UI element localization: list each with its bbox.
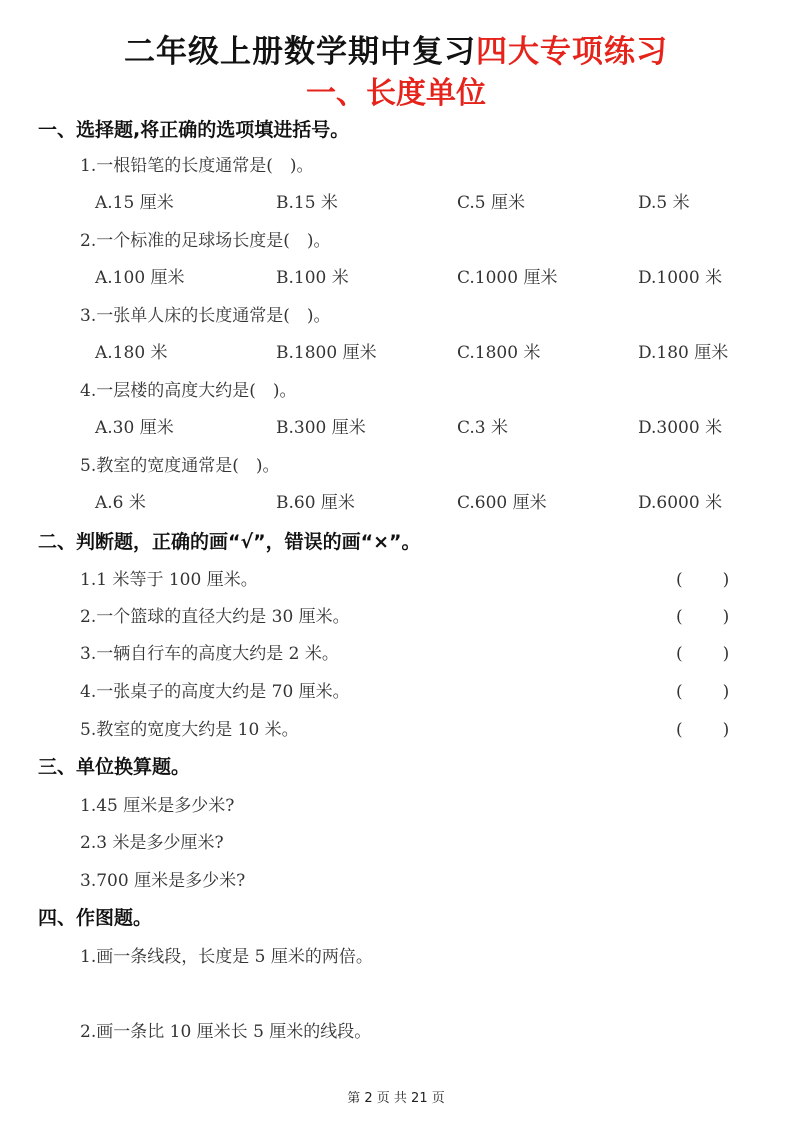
option-d: D.5 米 bbox=[638, 193, 690, 213]
statement-text: 4.一张桌子的高度大约是 70 厘米。 bbox=[80, 682, 350, 702]
option-b: B.1800 厘米 bbox=[276, 343, 377, 363]
option-b: B.15 米 bbox=[276, 193, 338, 213]
option-c: C.1000 厘米 bbox=[457, 268, 558, 288]
option-a: A.100 厘米 bbox=[95, 268, 185, 288]
option-b: B.60 厘米 bbox=[276, 493, 355, 513]
option-c: C.3 米 bbox=[457, 418, 509, 438]
answer-bracket: ( ) bbox=[676, 682, 732, 702]
drawing-question: 1.画一条线段，长度是 5 厘米的两倍。 bbox=[80, 947, 373, 967]
statement-text: 5.教室的宽度大约是 10 米。 bbox=[80, 720, 299, 740]
conversion-question: 1.45 厘米是多少米? bbox=[80, 796, 235, 816]
option-c: C.5 厘米 bbox=[457, 193, 526, 213]
question-text: 1.一根铅笔的长度通常是( )。 bbox=[80, 156, 314, 176]
question-text: 2.一个标准的足球场长度是( )。 bbox=[80, 231, 331, 251]
section-heading-choice: 一、选择题,将正确的选项填进括号。 bbox=[38, 119, 350, 141]
answer-bracket: ( ) bbox=[676, 570, 732, 590]
option-b: B.100 米 bbox=[276, 268, 349, 288]
option-a: A.6 米 bbox=[95, 493, 146, 513]
option-d: D.6000 米 bbox=[638, 493, 723, 513]
statement-text: 2.一个篮球的直径大约是 30 厘米。 bbox=[80, 607, 350, 627]
option-b: B.300 厘米 bbox=[276, 418, 366, 438]
page-number: 第 2 页 共 21 页 bbox=[347, 1091, 445, 1106]
page-subtitle: 一、长度单位 bbox=[306, 76, 486, 111]
option-c: C.1800 米 bbox=[457, 343, 541, 363]
option-a: A.30 厘米 bbox=[95, 418, 174, 438]
option-a: A.15 厘米 bbox=[95, 193, 174, 213]
question-text: 3.一张单人床的长度通常是( )。 bbox=[80, 306, 331, 326]
conversion-question: 2.3 米是多少厘米? bbox=[80, 833, 224, 853]
conversion-question: 3.700 厘米是多少米? bbox=[80, 871, 246, 891]
page-title-highlight: 四大专项练习 bbox=[476, 34, 668, 70]
option-c: C.600 厘米 bbox=[457, 493, 547, 513]
question-text: 5.教室的宽度通常是( )。 bbox=[80, 456, 280, 476]
section-heading-drawing: 四、作图题。 bbox=[38, 907, 153, 929]
statement-text: 1.1 米等于 100 厘米。 bbox=[80, 570, 258, 590]
answer-bracket: ( ) bbox=[676, 720, 732, 740]
page-title-main: 二年级上册数学期中复习 bbox=[124, 34, 476, 70]
statement-text: 3.一辆自行车的高度大约是 2 米。 bbox=[80, 644, 339, 664]
option-a: A.180 米 bbox=[95, 343, 168, 363]
option-d: D.1000 米 bbox=[638, 268, 723, 288]
section-heading-true-false: 二、判断题，正确的画“√”，错误的画“×”。 bbox=[38, 531, 421, 553]
page-title bbox=[0, 26, 792, 71]
option-d: D.180 厘米 bbox=[638, 343, 729, 363]
option-d: D.3000 米 bbox=[638, 418, 723, 438]
section-heading-conversion: 三、单位换算题。 bbox=[38, 756, 191, 778]
answer-bracket: ( ) bbox=[676, 644, 732, 664]
drawing-question: 2.画一条比 10 厘米长 5 厘米的线段。 bbox=[80, 1022, 372, 1042]
question-text: 4.一层楼的高度大约是( )。 bbox=[80, 381, 297, 401]
answer-bracket: ( ) bbox=[676, 607, 732, 627]
